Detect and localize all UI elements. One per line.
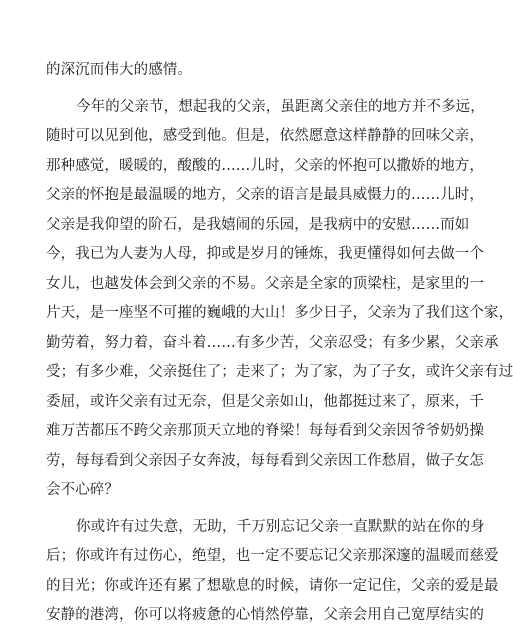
text-line: 受；有多少难，父亲挺住了；走来了；为了家，为了子女，或许父亲有过 — [46, 364, 513, 380]
text-line: 难万苦都压不跨父亲那顶天立地的脊梁！每每看到父亲因爷爷奶奶操 — [46, 423, 484, 439]
paragraph-3 — [46, 513, 499, 631]
text-line: 随时可以见到他，感受到他。但是，依然愿意这样静静的回味父亲， — [46, 128, 484, 144]
text-line: 父亲是我仰望的阶石，是我嬉闹的乐园，是我病中的安慰……而如 — [46, 216, 470, 233]
text-line: 后；你或许有过伤心，绝望，也一定不要忘记父亲那深邃的温暖而慈爱 — [46, 548, 499, 564]
text-line: 今年的父亲节，想起我的父亲，虽距离父亲住的地方并不多远， — [76, 98, 485, 115]
text-line: 的目光；你或许还有累了想歇息的时候，请你一定记住，父亲的爱是最 — [46, 577, 499, 594]
text-line: 的深沉而伟大的感情。 — [46, 62, 192, 78]
paragraph-2 — [46, 93, 513, 506]
text-line: 勤劳着，努力着，奋斗着……有多少苦，父亲忍受；有多少累，父亲承 — [46, 334, 499, 351]
text-line: 你或许有过失意，无助，千万别忘记父亲一直默默的站在你的身 — [76, 518, 485, 535]
text-line: 女儿，也越发体会到父亲的不易。父亲是全家的顶梁柱，是家里的一 — [46, 275, 484, 292]
text-line: 父亲的怀抱是最温暖的地方，父亲的语言是最具威慑力的……儿时， — [46, 187, 484, 203]
text-line: 劳，每每看到父亲因子女奔波，每每看到父亲因工作愁眉，做子女怎 — [46, 452, 484, 469]
text-line: 片天，是一座坚不可摧的巍峨的大山！多少日子，父亲为了我们这个家， — [46, 305, 513, 321]
text-line: 安静的港湾，你可以将疲惫的心悄然停靠，父亲会用自己宽厚结实的 — [46, 607, 484, 623]
text-line: 今，我已为人妻为人母，抑或是岁月的锤炼，我更懂得如何去做一个 — [46, 246, 484, 262]
article-body — [46, 56, 513, 638]
paragraph-1 — [46, 56, 461, 86]
text-line: 那种感觉，暖暖的，酸酸的……儿时，父亲的怀抱可以撒娇的地方， — [46, 157, 484, 174]
text-line: 委屈，或许父亲有过无奈，但是父亲如山，他都挺过来了，原来，千 — [46, 393, 484, 410]
text-line: 会不心碎？ — [46, 482, 119, 498]
